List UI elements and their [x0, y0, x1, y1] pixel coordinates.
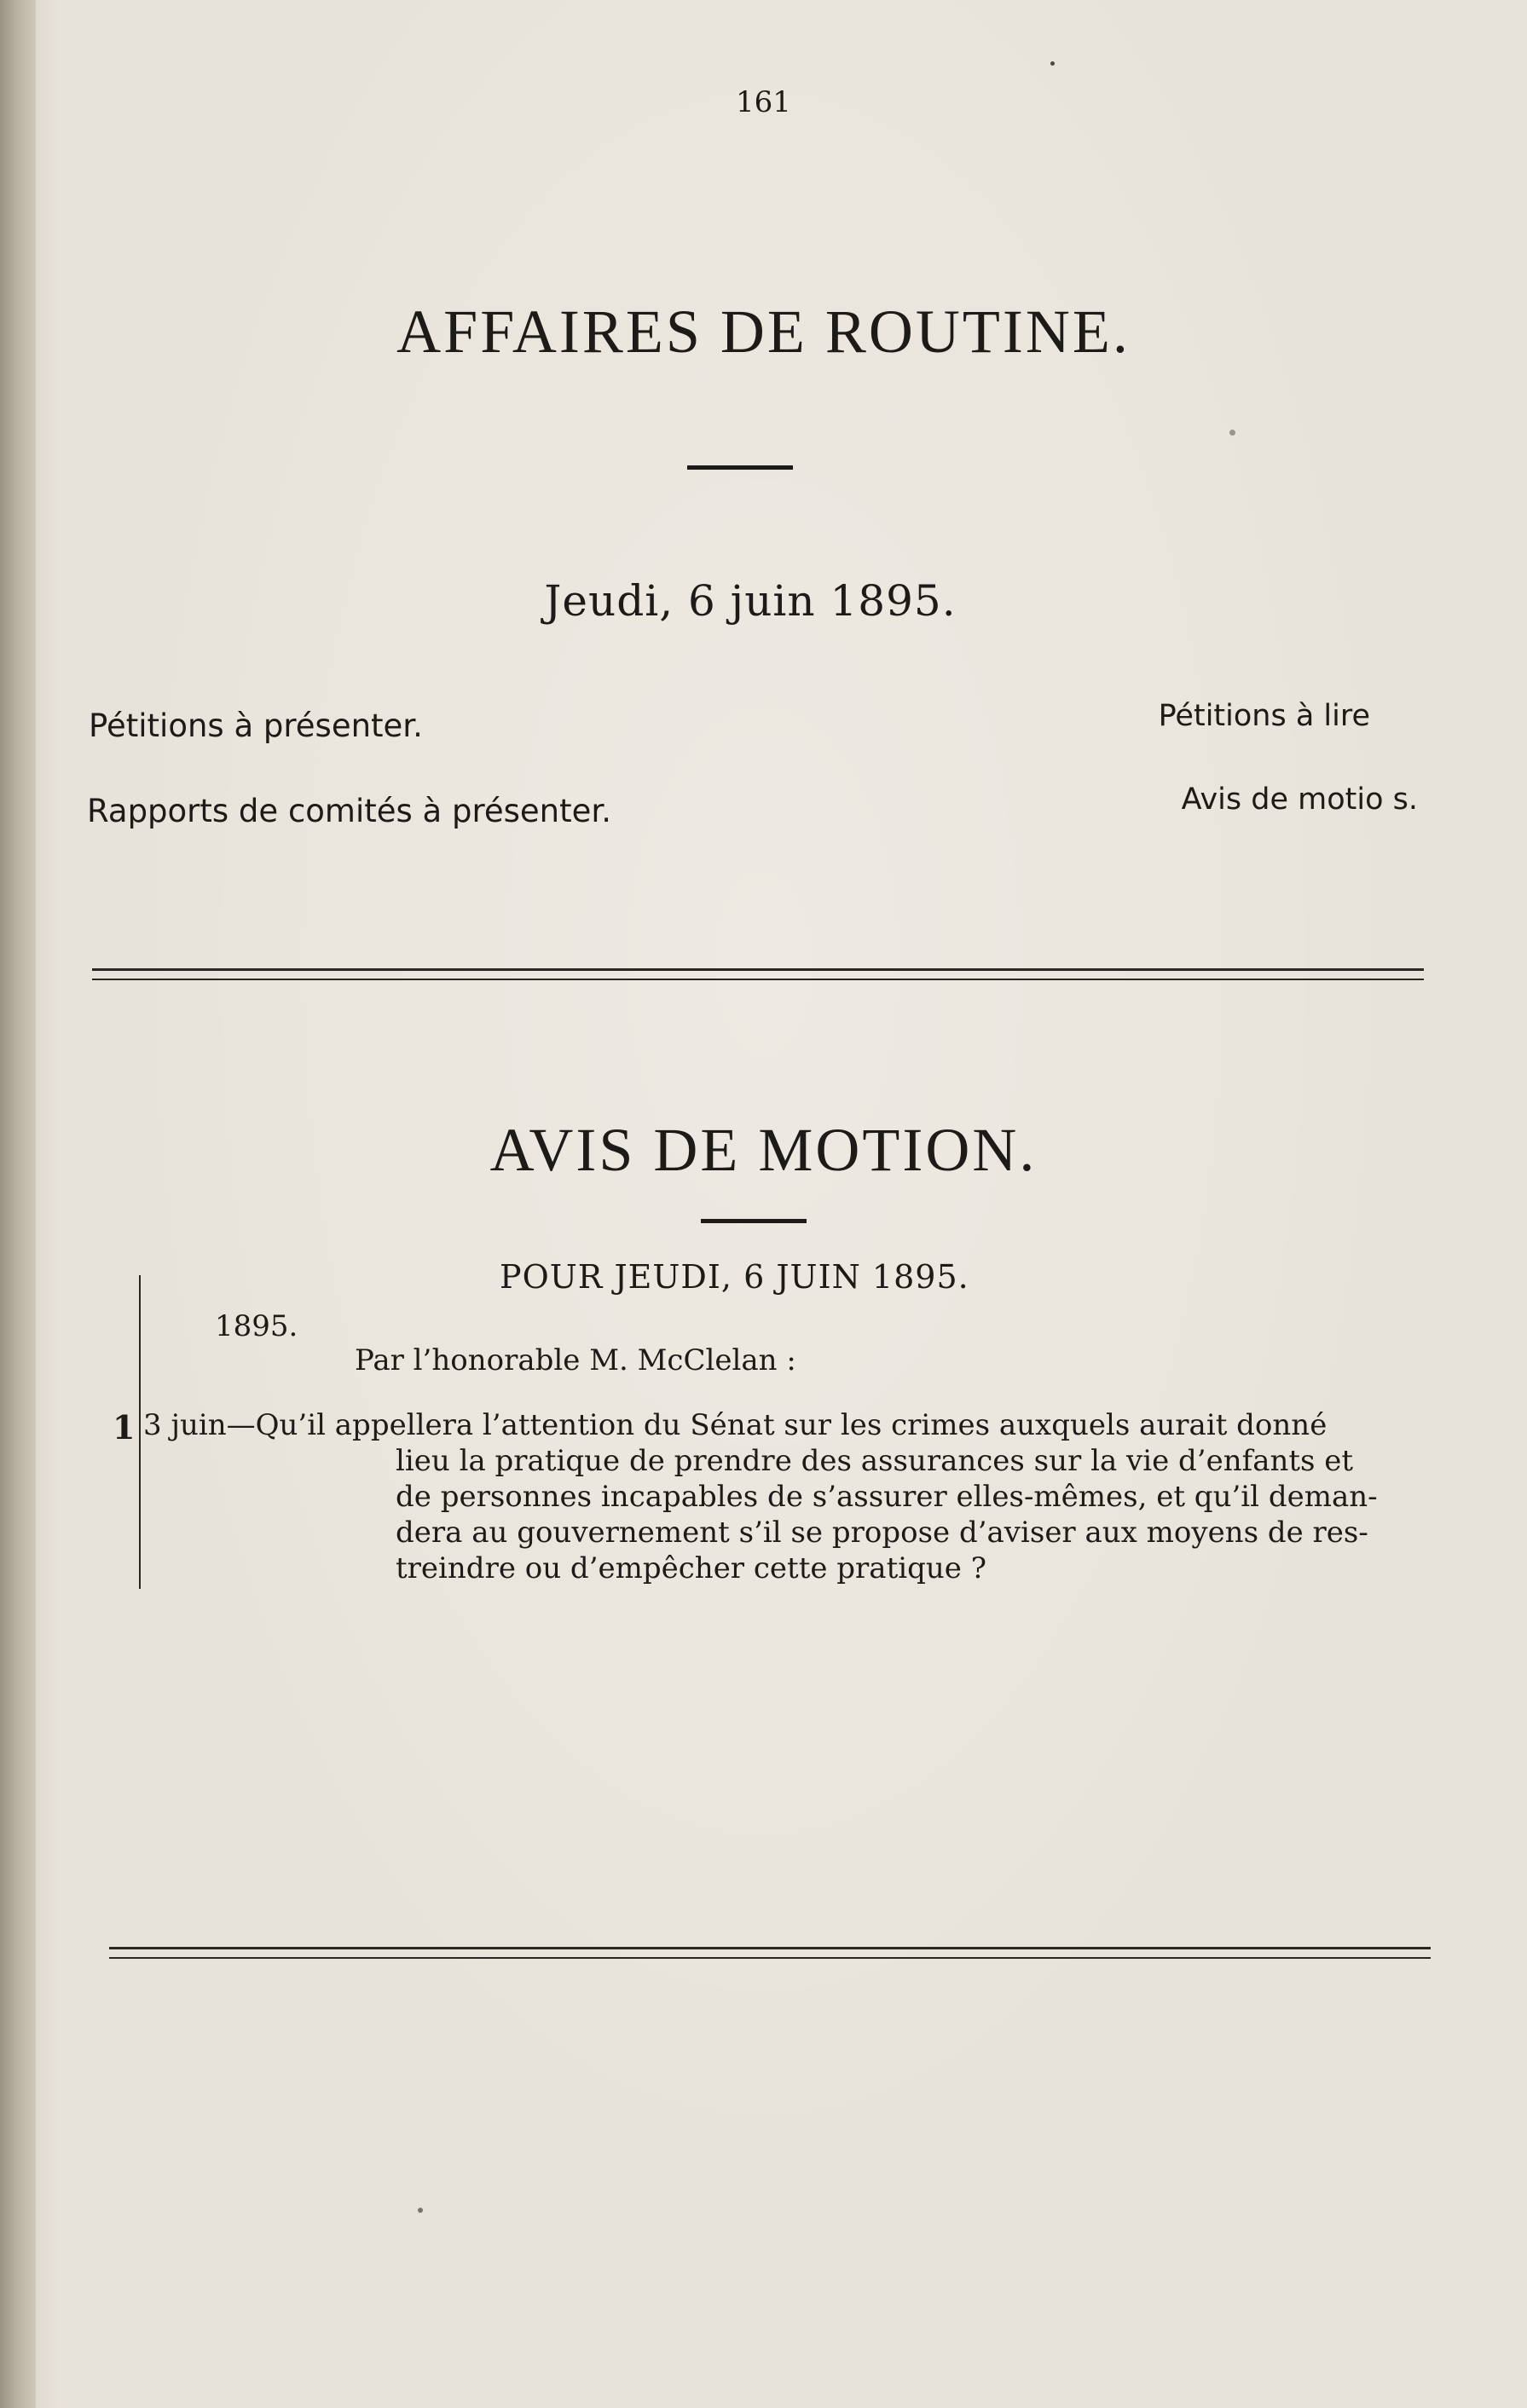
section-divider [92, 968, 1424, 980]
routine-section-title: AFFAIRES DE ROUTINE. [396, 297, 1131, 366]
page-number: 161 [736, 85, 791, 119]
section-divider [109, 1947, 1431, 1959]
motion-text-line: 3 juin—Qu’il appellera l’attention du Sénat sur les crimes auxquels aurait donné [143, 1408, 1327, 1442]
motion-section-title: AVIS DE MOTION. [489, 1116, 1038, 1184]
year-label: 1895. [215, 1309, 298, 1343]
margin-rule [139, 1275, 141, 1589]
routine-item-avis-motions: Avis de motio s. [1181, 782, 1418, 817]
title-underline [687, 465, 793, 470]
routine-item-petitions-presenter: Pétitions à présenter. [89, 707, 423, 744]
routine-item-petitions-lire: Pétitions à lire [1158, 699, 1370, 733]
motion-text-line: de personnes incapables de s’assurer elles-mêmes, et qu’il deman- [396, 1480, 1378, 1514]
motion-text-line: treindre ou d’empêcher cette pratique ? [396, 1551, 986, 1585]
title-underline [701, 1219, 807, 1223]
paper-speck [418, 2208, 423, 2213]
routine-date-heading: Jeudi, 6 juin 1895. [544, 576, 957, 626]
motion-date-heading: POUR JEUDI, 6 JUIN 1895. [500, 1258, 969, 1296]
paper-speck [1229, 430, 1235, 436]
paper-speck [1050, 61, 1055, 66]
routine-item-rapports-comites: Rapports de comités à présenter. [87, 793, 611, 829]
motion-text-line: lieu la pratique de prendre des assurances sur la vie d’enfants et [396, 1444, 1354, 1478]
motion-text-line: dera au gouvernement s’il se propose d’aviser aux moyens de res- [396, 1516, 1368, 1550]
motion-author-line: Par l’honorable M. McClelan : [355, 1343, 796, 1377]
motion-item-number: 1 [113, 1408, 136, 1447]
